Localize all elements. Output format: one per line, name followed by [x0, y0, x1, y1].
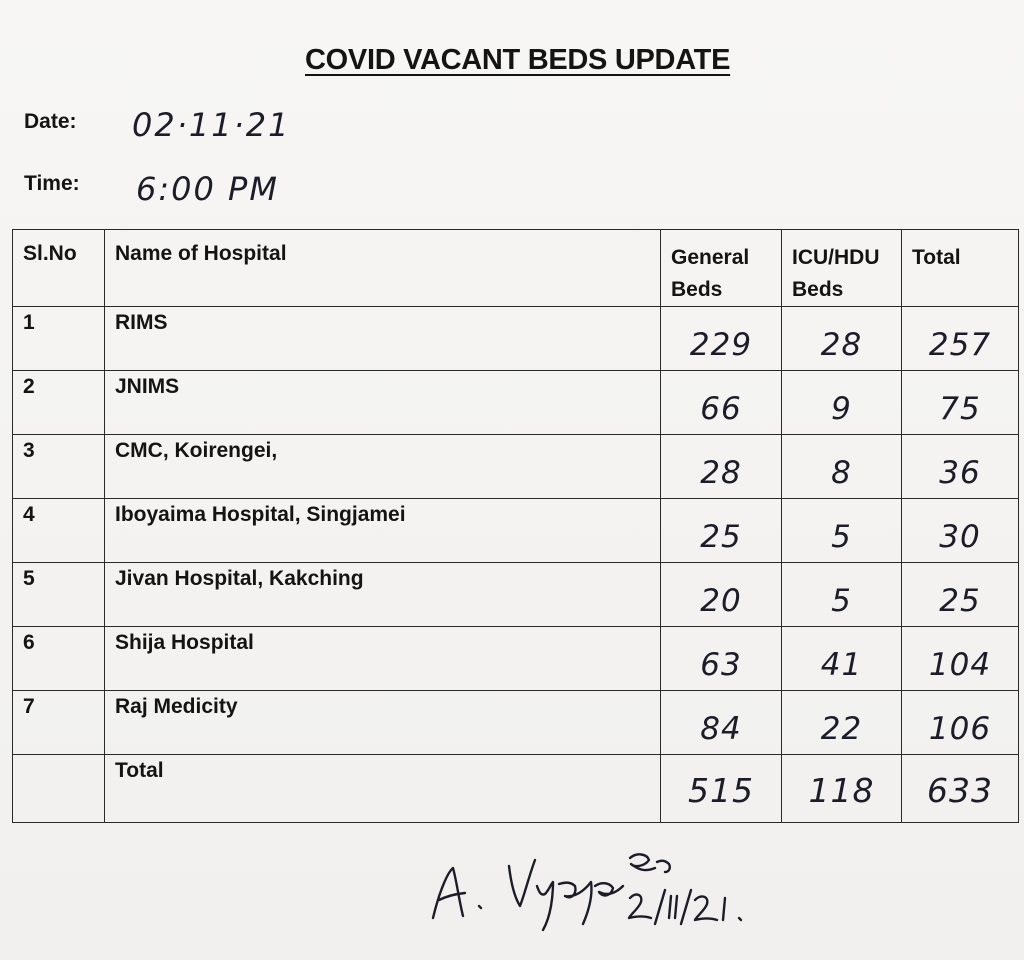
total-value: 36 [939, 455, 981, 491]
time-value: 6:00 PM [136, 170, 279, 208]
row-general-beds [661, 627, 782, 691]
icu-beds-value: 8 [831, 455, 852, 491]
hospital-name: Iboyaima Hospital, Singjamei [115, 503, 406, 526]
header-hospital: Name of Hospital [105, 230, 661, 307]
row-icu-beds [782, 563, 902, 627]
hospital-name: Raj Medicity [115, 695, 238, 718]
row-general-beds [661, 371, 782, 435]
row-general-beds [661, 499, 782, 563]
general-beds-value: 63 [700, 647, 742, 683]
total-value: 257 [928, 327, 992, 363]
icu-beds-value: 22 [820, 711, 863, 747]
row-hospital [105, 307, 661, 371]
icu-beds-value: 41 [820, 647, 863, 683]
general-beds-value: 20 [700, 583, 742, 619]
table-header-row [13, 230, 1019, 307]
icu-beds-value: 5 [831, 583, 852, 619]
row-sl-no [13, 371, 105, 435]
total-value: 106 [928, 711, 992, 747]
row-icu-beds [782, 627, 902, 691]
row-total [902, 499, 1019, 563]
sl-no-text: 7 [23, 695, 35, 718]
total-value: 104 [928, 647, 992, 683]
sl-no-text: 4 [23, 503, 35, 526]
date-label: Date: [24, 110, 77, 133]
row-sl-no [13, 563, 105, 627]
table-row [13, 435, 1019, 499]
total-row-icu [782, 755, 902, 823]
table-row [13, 307, 1019, 371]
hospital-name: Jivan Hospital, Kakching [115, 567, 364, 590]
row-hospital [105, 435, 661, 499]
total-row-label-cell [105, 755, 661, 823]
total-row-general [661, 755, 782, 823]
table-row [13, 371, 1019, 435]
total-value: 30 [939, 519, 981, 555]
total-row-total [902, 755, 1019, 823]
sl-no-text: 1 [23, 311, 35, 334]
row-general-beds [661, 307, 782, 371]
grand-total-value: 633 [927, 771, 993, 810]
row-hospital [105, 563, 661, 627]
row-icu-beds [782, 435, 902, 499]
hospital-name: JNIMS [115, 375, 180, 398]
row-sl-no [13, 499, 105, 563]
general-beds-value: 25 [700, 519, 742, 555]
general-beds-value: 66 [700, 391, 742, 427]
row-hospital [105, 627, 661, 691]
document-title: COVID VACANT BEDS UPDATE [305, 44, 731, 76]
header-total: Total [902, 230, 1019, 307]
row-sl-no [13, 435, 105, 499]
date-value: 02·11·21 [132, 106, 291, 144]
total-value: 75 [939, 391, 981, 427]
row-hospital [105, 499, 661, 563]
icu-beds-value: 5 [831, 519, 852, 555]
row-total [902, 371, 1019, 435]
hospital-name: Shija Hospital [115, 631, 254, 654]
total-icu-value: 118 [808, 771, 875, 810]
total-value: 25 [939, 583, 981, 619]
header-general-beds: General Beds [661, 230, 782, 307]
general-beds-value: 84 [700, 711, 742, 747]
row-hospital [105, 371, 661, 435]
row-icu-beds [782, 307, 902, 371]
row-general-beds [661, 563, 782, 627]
row-total [902, 307, 1019, 371]
table-row [13, 499, 1019, 563]
row-total [902, 435, 1019, 499]
row-sl-no [13, 627, 105, 691]
handwritten-signature [425, 838, 775, 938]
signature-icon [425, 838, 775, 938]
hospital-name: CMC, Koirengei, [115, 439, 278, 462]
row-hospital [105, 691, 661, 755]
sl-no-text: 6 [23, 631, 35, 654]
row-sl-no [13, 307, 105, 371]
total-label: Total [115, 759, 164, 782]
icu-beds-value: 9 [831, 391, 852, 427]
row-icu-beds [782, 371, 902, 435]
row-total [902, 563, 1019, 627]
row-general-beds [661, 691, 782, 755]
table-row [13, 563, 1019, 627]
row-total [902, 627, 1019, 691]
row-sl-no [13, 691, 105, 755]
hospital-name: RIMS [115, 311, 168, 334]
time-label: Time: [24, 172, 80, 195]
sl-no-text: 2 [23, 375, 35, 398]
row-icu-beds [782, 691, 902, 755]
general-beds-value: 229 [689, 327, 753, 363]
sl-no-text: 3 [23, 439, 35, 462]
row-total [902, 691, 1019, 755]
table-total-row [13, 755, 1019, 823]
icu-beds-value: 28 [820, 327, 863, 363]
sl-no-text: 5 [23, 567, 35, 590]
row-icu-beds [782, 499, 902, 563]
header-icu-beds: ICU/HDU Beds [782, 230, 902, 307]
header-sl-no: Sl.No [13, 230, 105, 307]
total-row-sl-no [13, 755, 105, 823]
table-row [13, 691, 1019, 755]
table-row [13, 627, 1019, 691]
vacant-beds-table [12, 229, 1019, 823]
general-beds-value: 28 [700, 455, 742, 491]
total-general-value: 515 [688, 771, 754, 810]
row-general-beds [661, 435, 782, 499]
